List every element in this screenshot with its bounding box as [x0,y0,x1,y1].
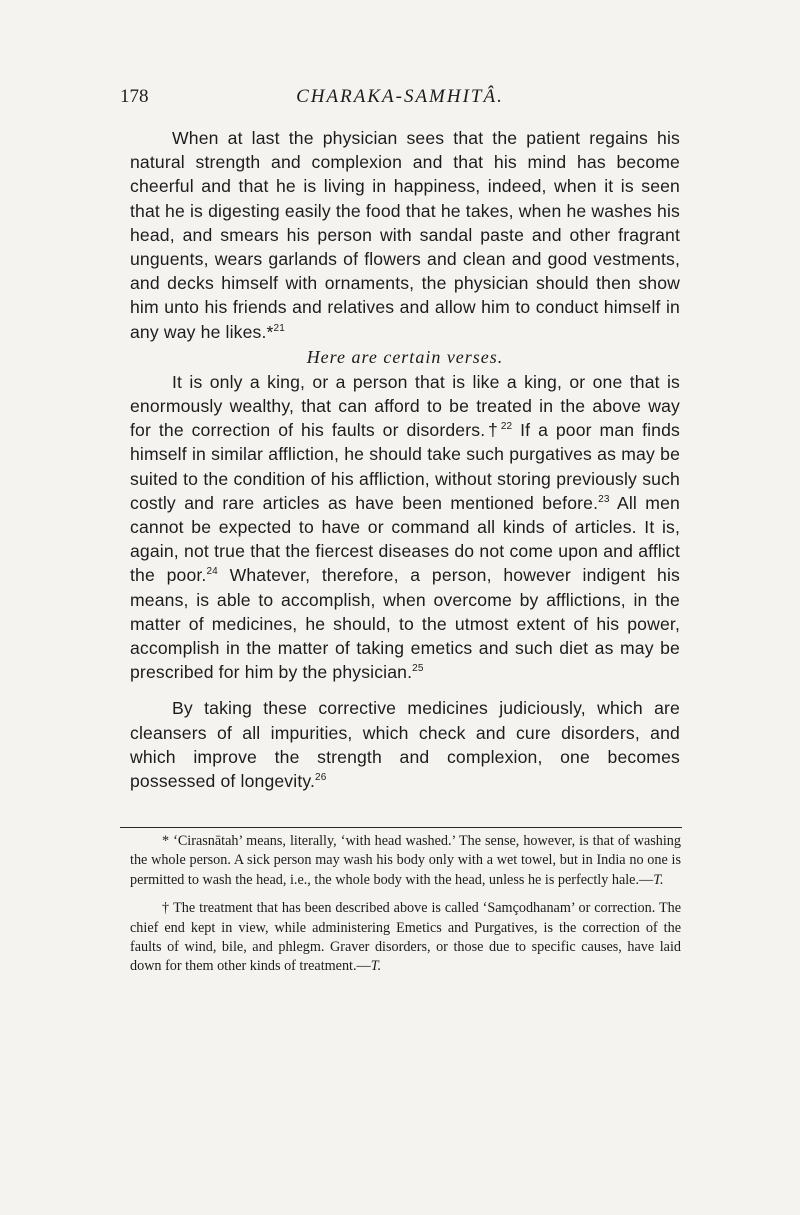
section-heading: Here are certain verses. [306,346,504,367]
page-number: 178 [120,86,149,107]
note-marker: 26 [315,772,327,784]
footnote [130,899,681,977]
paragraph [130,696,680,793]
translator-signature: T. [370,958,382,975]
note-marker: 22 [500,421,513,433]
note-marker: 23 [598,493,610,505]
paragraph-text: When at last the physician sees that the patient regains his natural strength and complexion and that his mind has become cheerful and that he is living in happiness, indeed, when it is seen that he is digesting easily the food that he takes, when he washes his head, and smears his person with sandal paste and other fragrant unguents, wears garlands of flowers and clean and good vestments, and decks himself with ornaments, the physician should then show him unto his friends and relatives and allow him to conduct himself in any way he likes.* [130,128,680,342]
footnote-text: † The treatment that has been described above is called ‘Samçodhanam’ or correction. The chief end kept in view, while administering Emetics and Purgatives, is the correction of the faults of wind, bile, and phlegm. Graver disorders, or those due to specific causes, have laid down for them other kinds of treatment.— [130,900,681,975]
footnotes [130,832,681,977]
footnote-divider [120,827,682,828]
paragraph-text: All men cannot be expected to have or command all kinds of articles. It is, again, not true that the fiercest diseases do not come upon and afflict the poor. [130,492,680,586]
note-marker: 21 [273,322,285,334]
note-marker: 25 [412,663,424,675]
running-head [120,86,680,114]
footnote-text: * ‘Cirasnātah’ means, literally, ‘with head washed.’ The sense, however, is that of washing the whole person. A sick person may wash his body only with a wet towel, but in India no one is permitted to wash the head, i.e., the whole body with the head, unless he is perfectly hale.— [130,833,681,888]
paragraph-text: By taking these corrective medicines judiciously, which are cleansers of all impurities, which check and cure disorders, and which improve the strength and complexion, one becomes possessed of longevity. [130,698,680,792]
main-text [130,126,680,793]
paragraph-text: If a poor man finds himself in similar affliction, he should take such purgatives as may be suited to the condition of his affliction, without storing previously such costly and rare articles as have been mentioned before. [130,420,680,513]
paragraph [130,126,680,344]
paragraph-text: It is only a king, or a person that is like a king, or one that is enormously wealthy, that can afford to be treated in the above way for the correction of his faults or disorders.† [130,371,680,441]
translator-signature: T. [653,871,664,888]
footnote [130,832,681,890]
running-title: CHARAKA-SAMHITÂ. [296,86,504,107]
note-marker: 24 [206,566,218,578]
paragraph [130,370,680,685]
paragraph-text: Whatever, therefore, a person, however indigent his means, is able to accomplish, when overcome by afflictions, in the matter of medicines, he should, to the utmost extent of his power, accomplish in the matter of taking emetics and such diet as may be prescribed for him by the physician. [130,565,680,683]
